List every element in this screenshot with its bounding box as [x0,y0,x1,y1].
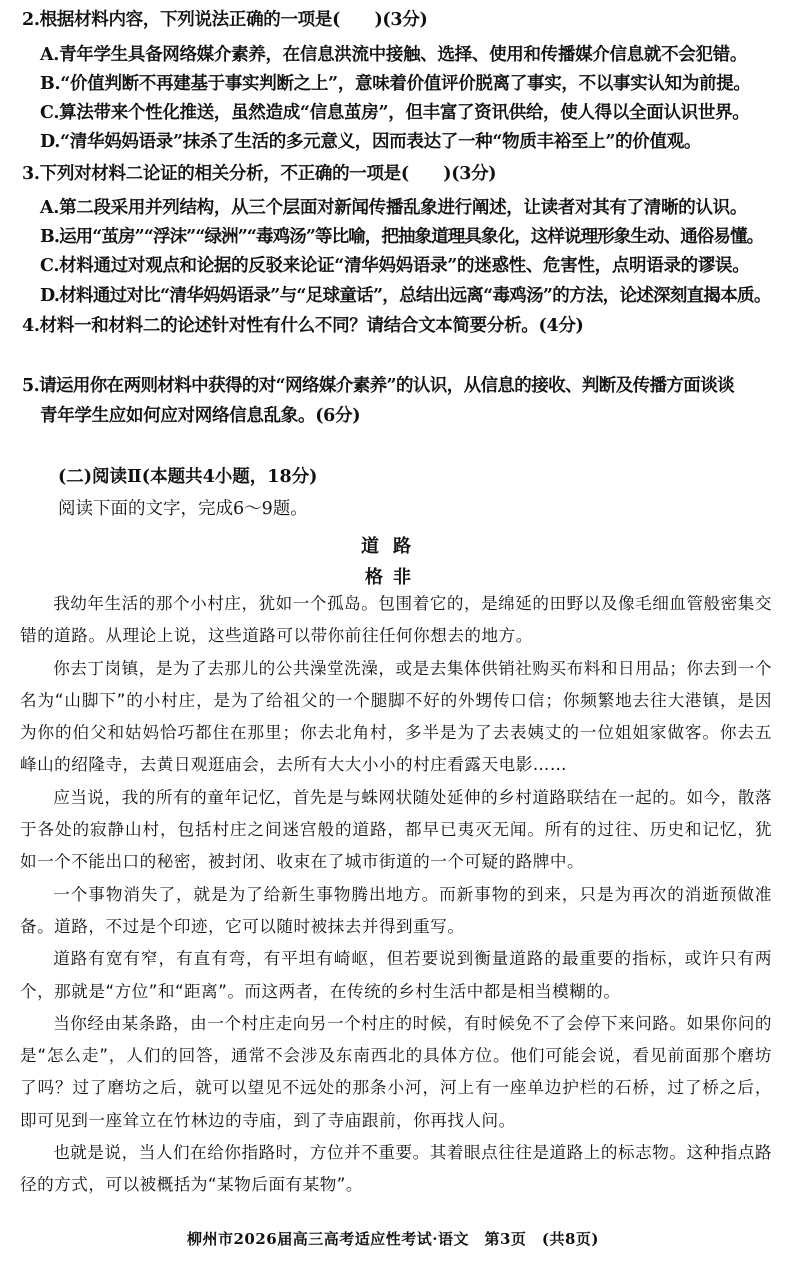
article-body [20,588,772,1202]
question-2-stem: 2.根据材料内容，下列说法正确的一项是( )(3分) [22,10,428,30]
question-3-option-b: B.运用“茧房”“浮沫”“绿洲”“毒鸡汤”等比喻，把抽象道理具象化，这样说理形象生动、通俗易懂。 [40,227,764,247]
question-2-option-a: A.青年学生具备网络媒介素养，在信息洪流中接触、选择、使用和传播媒介信息就不会犯错。 [40,45,748,65]
article-paragraph: 也就是说，当人们在给你指路时，方位并不重要。其着眼点往往是道路上的标志物。这种指点路径的方式，可以被概括为“某物后面有某物”。 [20,1143,772,1195]
question-3-option-c: C.材料通过对观点和论据的反驳来论证“清华妈妈语录”的迷惑性、危害性，点明语录的谬误。 [40,256,750,276]
section-heading: (二)阅读Ⅱ(本题共4小题，18分) [58,467,318,487]
article-author: 格非 [365,567,421,588]
article-paragraph: 你去丁岗镇，是为了去那儿的公共澡堂洗澡，或是去集体供销社购买布料和日用品；你去到一个名为“山脚下”的小村庄，是为了给祖父的一个腿脚不好的外甥传口信；你频繁地去往大港镇，是因为你的伯父和姑妈恰巧都住在那里；你去北角村，多半是为了去表姨丈的一位姐姐家做客。你去五峰山的绍隆寺，去黄日观逛庙会，去所有大大小小的村庄看露天电影…… [20,658,772,775]
question-3-option-a: A.第二段采用并列结构，从三个层面对新闻传播乱象进行阐述，让读者对其有了清晰的认识。 [40,198,748,218]
article-paragraph: 道路有宽有窄，有直有弯，有平坦有崎岖，但若要说到衡量道路的最重要的指标，或许只有两个，那就是“方位”和“距离”。而这两者，在传统的乡村生活中都是相当模糊的。 [20,949,772,1001]
section-instruction: 阅读下面的文字，完成6～9题。 [58,499,308,519]
question-5-line-2: 青年学生应如何应对网络信息乱象。(6分) [40,406,361,426]
question-2-option-b: B.“价值判断不再建基于事实判断之上”，意味着价值评价脱离了事实，不以事实认知为前提。 [40,74,751,94]
article-paragraph: 当你经由某条路，由一个村庄走向另一个村庄的时候，有时候免不了会停下来问路。如果你问的是“怎么走”，人们的回答，通常不会涉及东南西北的具体方位。他们可能会说，看见前面那个磨坊了吗？过了磨坊之后，就可以望见不远处的那条小河，河上有一座单边护栏的石桥，过了桥之后，即可见到一座耸立在竹林边的寺庙，到了寺庙跟前，你再找人问。 [20,1013,772,1130]
question-2-option-c: C.算法带来个性化推送，虽然造成“信息茧房”，但丰富了资讯供给，使人得以全面认识世界。 [40,103,750,123]
question-5-line-1: 5.请运用你在两则材料中获得的对“网络媒介素养”的认识，从信息的接收、判断及传播方面谈谈 [22,376,734,396]
question-3-stem: 3.下列对材料二论证的相关分析，不正确的一项是( )(3分) [22,164,497,184]
page-footer: 柳州市2026届高三高考适应性考试·语文 第3页 (共8页) [186,1230,600,1248]
article-paragraph: 我幼年生活的那个小村庄，犹如一个孤岛。包围着它的，是绵延的田野以及像毛细血管般密集交错的道路。从理论上说，这些道路可以带你前往任何你想去的地方。 [20,594,772,646]
question-2-option-d: D.“清华妈妈语录”抹杀了生活的多元意义，因而表达了一种“物质丰裕至上”的价值观。 [40,132,702,152]
article-title: 道路 [361,536,425,557]
question-3-option-d: D.材料通过对比“清华妈妈语录”与“足球童话”，总结出远离“毒鸡汤”的方法，论述深刻直揭本质。 [40,286,771,306]
question-4-stem: 4.材料一和材料二的论述针对性有什么不同？请结合文本简要分析。(4分) [22,316,584,336]
article-paragraph: 一个事物消失了，就是为了给新生事物腾出地方。而新事物的到来，只是为再次的消逝预做准备。道路，不过是个印迹，它可以随时被抹去并得到重写。 [20,884,772,936]
article-paragraph: 应当说，我的所有的童年记忆，首先是与蛛网状随处延伸的乡村道路联结在一起的。如今，散落于各处的寂静山村，包括村庄之间迷宫般的道路，都早已夷灭无闻。所有的过往、历史和记忆，犹如一个不能出口的秘密，被封闭、收束在了城市街道的一个可疑的路牌中。 [20,787,772,872]
